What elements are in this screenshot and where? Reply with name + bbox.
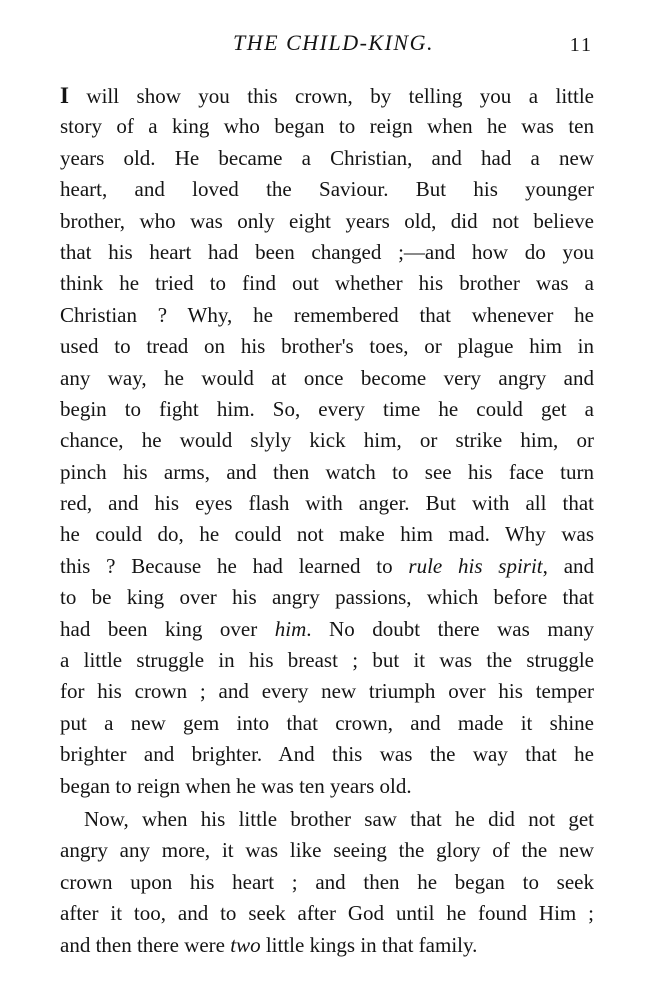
text-line: think he tried to find out whether his brother was a (60, 271, 594, 296)
drop-cap: I (60, 83, 69, 108)
paragraph-1 (60, 80, 594, 802)
text-line: crown upon his heart ; and then he began to seek (60, 869, 594, 894)
text-line: put a new gem into that crown, and made it shine (60, 710, 594, 735)
text-line: chance, he would slyly kick him, or strike him, or (60, 428, 594, 453)
text-line: began to reign when he was ten years old. (60, 773, 412, 798)
text-line: I will show you this crown, by telling you a little (60, 83, 594, 108)
text-line: he could do, he could not make him mad. Why was (60, 522, 594, 547)
text-line: story of a king who began to reign when he was ten (60, 114, 594, 139)
text-line: had been king over him. No doubt there was many (60, 616, 594, 641)
text-line: heart, and loved the Saviour. But his younger (60, 177, 594, 202)
text-line: that his heart had been changed ;—and how do you (60, 239, 594, 264)
running-title: THE CHILD-KING. (233, 30, 434, 55)
italic-word: him (274, 616, 307, 641)
text-line: Now, when his little brother saw that he did not get (84, 806, 594, 831)
text-line: this ? Because he had learned to rule his spirit, and (60, 553, 595, 578)
text-line: red, and his eyes flash with anger. But with all that (60, 491, 594, 516)
text-line: after it too, and to seek after God until he found Him ; (60, 901, 594, 926)
text-line: any way, he would at once become very angry and (60, 365, 594, 390)
italic-phrase: rule his spirit (408, 553, 543, 578)
body-text (60, 80, 594, 961)
text-line: begin to fight him. So, every time he could get a (60, 396, 594, 421)
text-line: brother, who was only eight years old, did not believe (60, 208, 594, 233)
text-line: to be king over his angry passions, which before that (60, 585, 594, 610)
italic-word: two (230, 932, 261, 957)
paragraph-2 (60, 804, 594, 961)
text-line: for his crown ; and every new triumph over his temper (60, 679, 594, 704)
page-number: 11 (569, 34, 593, 56)
text-line: Christian ? Why, he remembered that whenever he (60, 302, 594, 327)
text-line: brighter and brighter. And this was the way that he (60, 742, 594, 767)
text-line: angry any more, it was like seeing the glory of the new (60, 838, 594, 863)
text-line: pinch his arms, and then watch to see his face turn (60, 459, 594, 484)
text-line: years old. He became a Christian, and had a new (60, 145, 594, 170)
text-line: and then there were two little kings in that family. (60, 932, 478, 957)
text-line: used to tread on his brother's toes, or plague him in (60, 334, 594, 359)
text-line: a little struggle in his breast ; but it was the struggle (60, 648, 594, 673)
